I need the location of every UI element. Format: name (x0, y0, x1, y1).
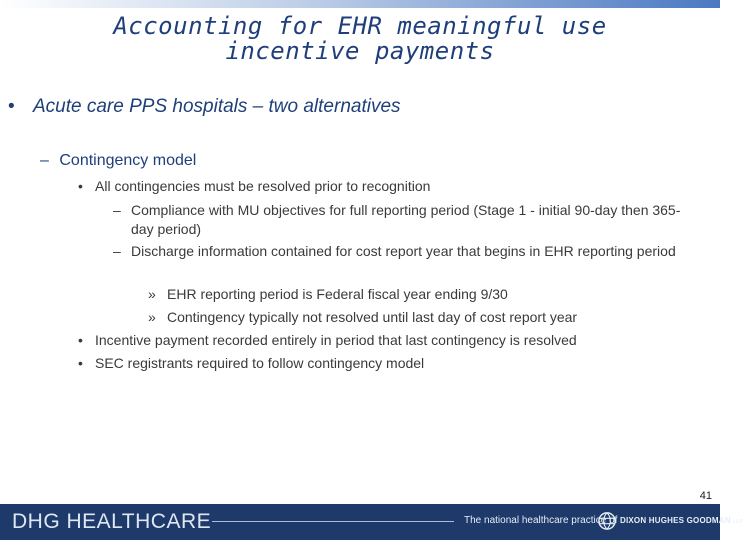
footer-bar (0, 504, 743, 540)
firm-name-text: DIXON HUGHES GOODMAN (620, 516, 731, 525)
footer-divider (212, 521, 454, 522)
outline-level4-text: Discharge information contained for cost report year that begins in EHR reporting period (131, 243, 676, 259)
outline-level3-text: Incentive payment recorded entirely in period that last contingency is resolved (95, 332, 577, 348)
top-accent-bar (0, 0, 720, 8)
outline-level2-text: Contingency model (59, 152, 197, 169)
page-number: 41 (699, 490, 712, 502)
footer-tagline: The national healthcare practice of (464, 515, 618, 526)
outline-level5-text: Contingency typically not resolved until last day of cost report year (167, 309, 578, 325)
outline-level2 (40, 152, 196, 170)
globe-logo-icon (598, 512, 616, 530)
outline-level4-text: Compliance with MU objectives for full reporting period (Stage 1 - initial 90-day then 365-day period) (131, 202, 681, 237)
footer-brand: DHG HEALTHCARE (12, 510, 212, 533)
outline-level5-text: EHR reporting period is Federal fiscal year ending 9/30 (167, 286, 508, 302)
bullet: • (78, 355, 83, 371)
outline-level1-text: Acute care PPS hospitals – two alternatives (33, 96, 401, 117)
outline-level3-text: All contingencies must be resolved prior to recognition (95, 178, 431, 194)
dash-bullet: – (113, 243, 121, 259)
dash-bullet: – (40, 152, 49, 169)
outline-level3-text: SEC registrants required to follow contingency model (95, 355, 425, 371)
bullet: • (78, 332, 83, 348)
outline-level1 (8, 96, 401, 118)
chevron-bullet: » (148, 309, 156, 325)
bullet: • (8, 96, 15, 117)
slide-title: Accounting for EHR meaningful use incentive payments (113, 12, 607, 65)
firm-suffix-text: LLP (733, 519, 743, 525)
dash-bullet: – (113, 202, 121, 218)
chevron-bullet: » (148, 286, 156, 302)
bullet: • (78, 178, 83, 194)
footer-firm-name (620, 516, 743, 525)
